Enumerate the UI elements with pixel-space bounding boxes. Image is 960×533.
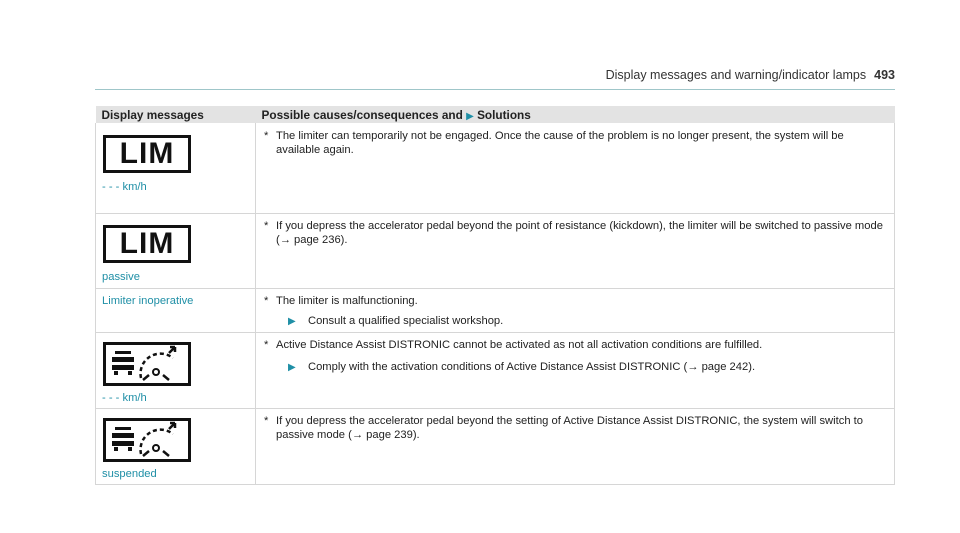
action-arrow-icon: ▶ <box>288 361 296 373</box>
page-header <box>0 68 895 82</box>
display-message-label: - - - km/h <box>102 392 147 404</box>
action-arrow-icon: ▶ <box>288 315 296 327</box>
lim-indicator-icon: LIM <box>103 135 191 173</box>
causes-cell <box>256 333 895 409</box>
display-message-label: Limiter inoperative <box>102 295 194 307</box>
header-rule <box>95 89 895 90</box>
page-header-title: Display messages and warning/indicator lamps <box>605 68 867 82</box>
cause-bullet: * If you depress the accelerator pedal beyond the setting of Active Distance Assist DISTRONIC, the system will switch to passive mode (→ page 239). <box>264 415 863 441</box>
table-row <box>96 289 895 333</box>
table-row <box>96 409 895 485</box>
solutions-arrow-icon: ▶ <box>466 110 474 122</box>
table-row <box>96 214 895 289</box>
table-header-row <box>96 106 895 124</box>
display-message-label: - - - km/h <box>102 181 147 193</box>
display-message-cell <box>96 409 256 485</box>
cause-bullet: * Active Distance Assist DISTRONIC cannot be activated as not all activation conditions are fulfilled. <box>264 339 763 351</box>
cause-bullet: * The limiter is malfunctioning. <box>264 295 418 307</box>
display-message-label: passive <box>102 271 140 283</box>
causes-cell <box>256 289 895 333</box>
distronic-indicator-icon <box>103 418 191 462</box>
col-header-causes-solutions: Possible causes/consequences and ▶ Solutions <box>256 106 895 124</box>
causes-cell <box>256 409 895 485</box>
display-message-cell <box>96 124 256 214</box>
lim-indicator-icon: LIM <box>103 225 191 263</box>
table-row <box>96 333 895 409</box>
causes-cell <box>256 124 895 214</box>
causes-cell <box>256 214 895 289</box>
display-message-cell <box>96 214 256 289</box>
cause-bullet: * If you depress the accelerator pedal beyond the point of resistance (kickdown), the limiter will be switched to passive mode (→ page 236). <box>264 220 883 246</box>
cause-bullet: * The limiter can temporarily not be engaged. Once the cause of the problem is no longer present, the system will be available again. <box>264 130 844 156</box>
display-message-cell <box>96 289 256 333</box>
distronic-indicator-icon <box>103 342 191 386</box>
display-message-cell <box>96 333 256 409</box>
display-messages-table <box>95 106 895 485</box>
col-header-display-messages: Display messages <box>96 106 256 124</box>
solution-action: ▶ Consult a qualified specialist workshop. <box>288 314 504 327</box>
page-number: 493 <box>874 68 895 82</box>
solution-action: ▶ Comply with the activation conditions of Active Distance Assist DISTRONIC (→ page 242). <box>288 360 756 373</box>
table-row <box>96 124 895 214</box>
display-message-label: suspended <box>102 468 157 480</box>
